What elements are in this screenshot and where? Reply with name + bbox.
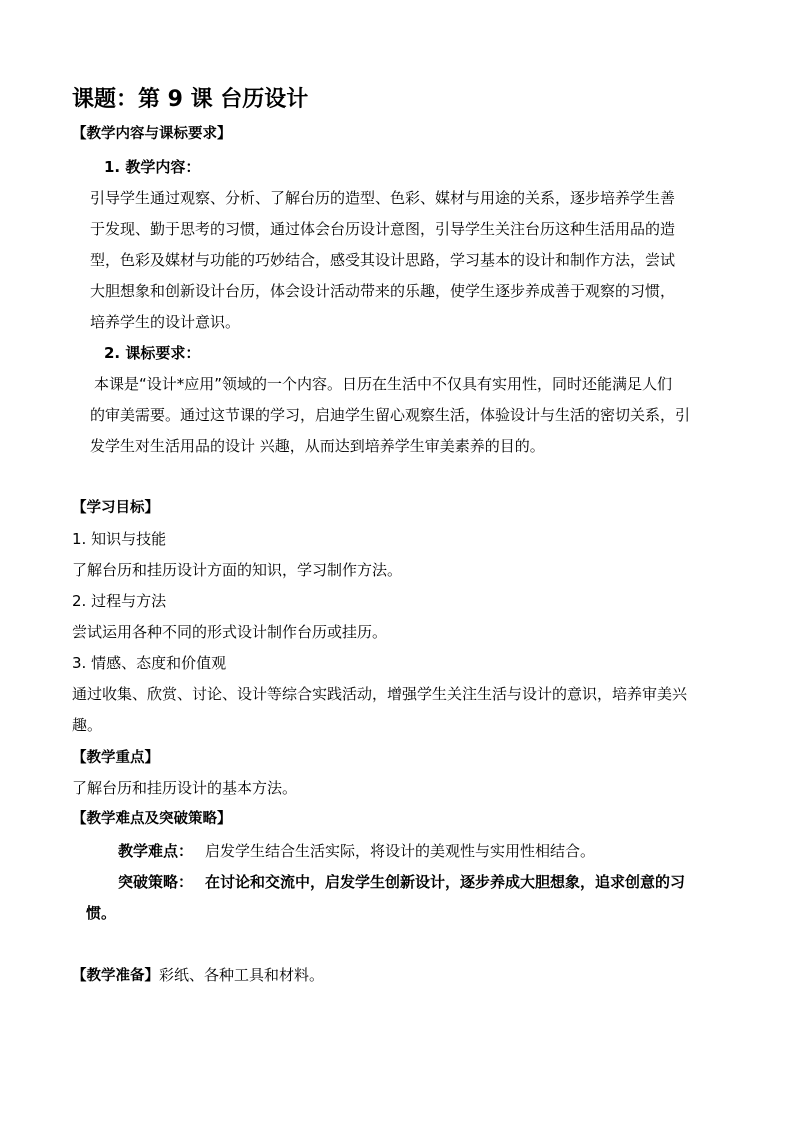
section-heading-content: 【教学内容与课标要求】 [72,126,232,142]
goal-line: 尝试运用各种不同的形式设计制作台历或挂历。 [72,623,388,641]
strategy-text-cont: 惯。 [86,904,117,922]
difficulty-text: 启发学生结合生活实际，将设计的美观性与实用性相结合。 [205,842,596,860]
paragraph-line: 型，色彩及媒材与功能的巧妙结合，感受其设计思路，学习基本的设计和制作方法，尝试 [90,251,676,269]
goal-line: 1. 知识与技能 [72,530,167,548]
strategy-text: 在讨论和交流中，启发学生创新设计，逐步养成大胆想象，追求创意的习 [205,873,686,891]
paragraph-line: 于发现、勤于思考的习惯，通过体会台历设计意图，引导学生关注台历这种生活用品的造 [90,220,676,238]
difficulty-label: 教学难点： [118,842,194,860]
goal-line: 趣。 [72,716,103,734]
goal-line: 了解台历和挂历设计方面的知识，学习制作方法。 [72,561,403,579]
goal-line: 通过收集、欣赏、讨论、设计等综合实践活动，增强学生关注生活与设计的意识，培养审美兴 [72,685,688,703]
key-point-text: 了解台历和挂历设计的基本方法。 [72,779,298,797]
paragraph-line: 引导学生通过观察、分析、了解台历的造型、色彩、媒材与用途的关系，逐步培养学生善 [90,189,676,207]
strategy-label: 突破策略： [118,873,194,891]
section-heading-goals: 【学习目标】 [72,500,159,516]
page-title: 课题：第 9 课 台历设计 [72,87,309,112]
subheading-content: 1. 教学内容： [104,158,201,176]
section-heading-prep: 【教学准备】 [72,968,159,984]
subheading-standard: 2. 课标要求： [104,344,201,362]
paragraph-line: 本课是“设计*应用”领域的一个内容。日历在生活中不仅具有实用性，同时还能满足人们 [94,375,673,393]
section-heading-difficulties: 【教学难点及突破策略】 [72,811,232,827]
prep-text: 彩纸、各种工具和材料。 [159,966,325,984]
paragraph-line: 发学生对生活用品的设计 兴趣，从而达到培养学生审美素养的目的。 [90,437,545,455]
goal-line: 2. 过程与方法 [72,592,167,610]
paragraph-line: 的审美需要。通过这节课的学习，启迪学生留心观察生活，体验设计与生活的密切关系，引 [90,406,691,424]
goal-line: 3. 情感、态度和价值观 [72,654,227,672]
paragraph-line: 培养学生的设计意识。 [90,313,241,331]
prep-line [72,965,324,986]
paragraph-line: 大胆想象和创新设计台历，体会设计活动带来的乐趣，使学生逐步养成善于观察的习惯， [90,282,676,300]
section-heading-key-points: 【教学重点】 [72,750,159,766]
